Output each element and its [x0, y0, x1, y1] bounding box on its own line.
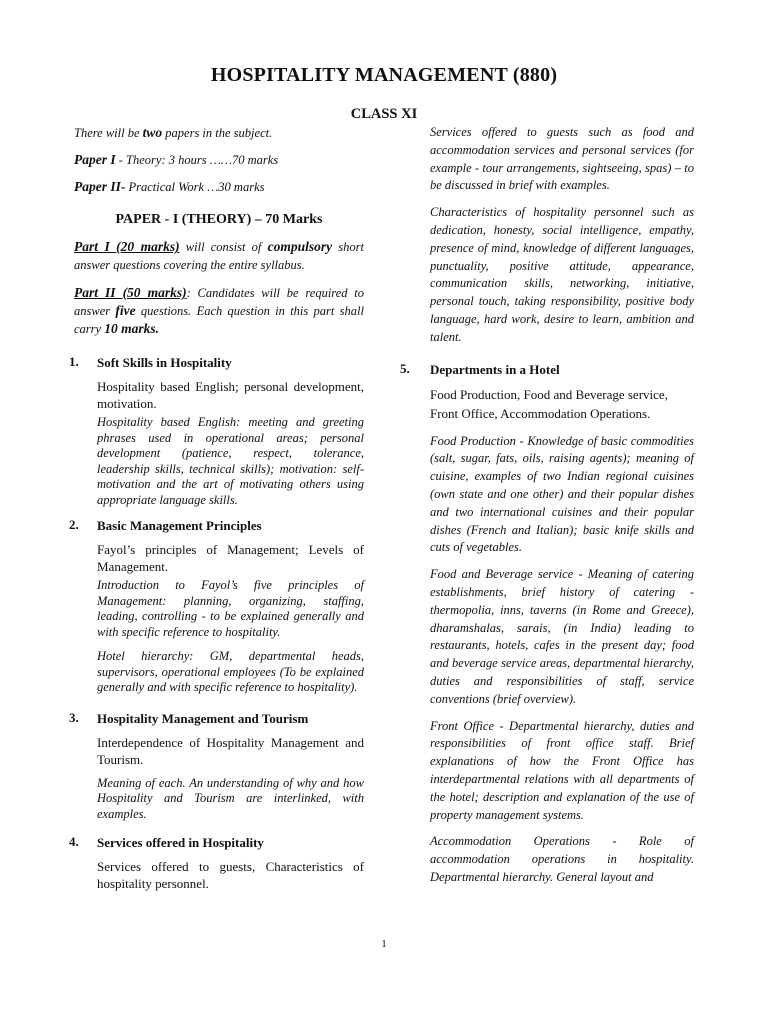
document-title: HOSPITALITY MANAGEMENT (880) [210, 64, 558, 86]
papers-intro-tail: papers in the subject. [162, 126, 273, 140]
section-services [69, 834, 364, 892]
paper2-label: Paper II- [74, 179, 126, 194]
section-detail: Meaning of each. An understanding of why and how Hospitality and Tourism are interlinked, with examples. [97, 775, 364, 821]
section-hospitality-tourism [69, 709, 364, 823]
section-summary: Interdependence of Hospitality Management and Tourism. [97, 734, 364, 767]
left-column [69, 124, 364, 895]
section-summary: Fayol’s principles of Management; Levels of Management. [97, 542, 364, 574]
personnel-characteristics: Characteristics of hospitality personnel such as dedication, honesty, social intelligence, empathy, presence of mind, knowledge of different languages, punctuality, positive attitude, appearance, communication skills, networking, initiative, personal touch, taking responsibility, positive body language, hard work, desire to learn, ambition and talent. [430, 205, 694, 344]
paper2-details: Practical Work …30 marks [125, 180, 265, 194]
section-detail: Hotel hierarchy: GM, departmental heads, supervisors, operational employees (To be explained generally and with specific reference to hospitality). [97, 649, 364, 694]
section-title: Soft Skills in Hospitality [97, 355, 232, 370]
part2-text-a: : Candidates will be required to answer [74, 286, 364, 318]
part2-marks: 10 marks. [104, 321, 159, 336]
paper2-line [74, 178, 364, 196]
part2-five: five [115, 303, 136, 318]
section-departments [400, 361, 694, 887]
section-number: 4. [69, 834, 79, 849]
services-continued: Services offered to guests such as food and accommodation services and personal services (for example - tour arrangements, sightseeing, spas) – to be discussed in brief with examples. [430, 125, 694, 193]
section-summary: Services offered to guests, Characteristics of hospitality personnel. [97, 859, 364, 891]
part2-label: Part II (50 marks) [74, 285, 187, 300]
section-summary: Hospitality based English; personal development, motivation. [97, 379, 364, 411]
section-soft-skills [69, 354, 364, 508]
section-detail: Hospitality based English: meeting and greeting phrases used in operational areas; personal development (patience, respect, tolerance, leadership skills, technical skills); motivation: self-motivation and the art of motivating others using appropriate language skills. [97, 415, 364, 507]
papers-intro-text: There will be [74, 126, 143, 140]
section-detail: Introduction to Fayol’s five principles of Management: planning, organizing, staffing, leading, controlling - to be explained generally and with specific reference to hospitality. [97, 578, 364, 639]
section-summary: Food Production, Food and Beverage service, Front Office, Accommodation Operations. [430, 386, 668, 421]
section-number: 2. [69, 517, 79, 532]
part1-compulsory: compulsory [267, 239, 333, 254]
part1-description [74, 238, 364, 274]
front-office-detail: Front Office - Departmental hierarchy, duties and responsibilities of front office staff. Brief explanations of how the Front Office has interdepartmental relations with all departments of the hotel; description and explanation of the use of property management systems. [430, 718, 694, 822]
paper1-line [74, 151, 364, 169]
paper1-details: - Theory: 3 hours ……70 marks [115, 153, 279, 167]
food-beverage-detail: Food and Beverage service - Meaning of catering establishments, brief history of catering - thermopolia, inns, taverns (in Rome and Greece), dharamshalas, sarais, (in India) leading to restaurants, hotels, cafes in the present day; food and beverage service areas, departmental hierarchy, duties and responsibilities of staff, service conventions (brief overview). [430, 567, 694, 706]
paper-heading: PAPER - I (THEORY) – 70 Marks [115, 212, 323, 227]
section-title: Services offered in Hospitality [97, 835, 264, 850]
section-title: Hospitality Management and Tourism [97, 710, 309, 726]
section-title: Departments in a Hotel [430, 361, 560, 377]
part2-text-c: questions. Each question in this part shall carry [74, 304, 364, 336]
section-number: 3. [69, 709, 79, 725]
right-column [400, 124, 694, 896]
part1-text-c: short answer questions covering the entire syllabus. [74, 240, 364, 272]
part2-description [74, 284, 364, 338]
part1-label: Part I (20 marks) [74, 239, 180, 254]
section-title: Basic Management Principles [97, 518, 262, 533]
paper1-label: Paper I [74, 152, 116, 167]
papers-intro [74, 124, 364, 142]
part1-text-a: will consist of [179, 240, 268, 254]
accommodation-detail: Accommodation Operations - Role of accommodation operations in hospitality. Departmental hierarchy. General layout and [430, 834, 694, 884]
section-number: 5. [400, 360, 410, 376]
class-label: CLASS XI [350, 106, 418, 122]
section-number: 1. [69, 354, 79, 369]
food-production-detail: Food Production - Knowledge of basic commodities (salt, sugar, fats, oils, raising agents); meaning of cuisine, examples of two Indian regional cuisines (own state and one other) and their popular dishes and two international cuisines and their popular dishes (French and Italian); basic knife skills and cuts of vegetables. [430, 433, 694, 555]
page-number: 1 [381, 938, 387, 950]
papers-count: two [142, 125, 163, 140]
section-management-principles [69, 517, 364, 696]
